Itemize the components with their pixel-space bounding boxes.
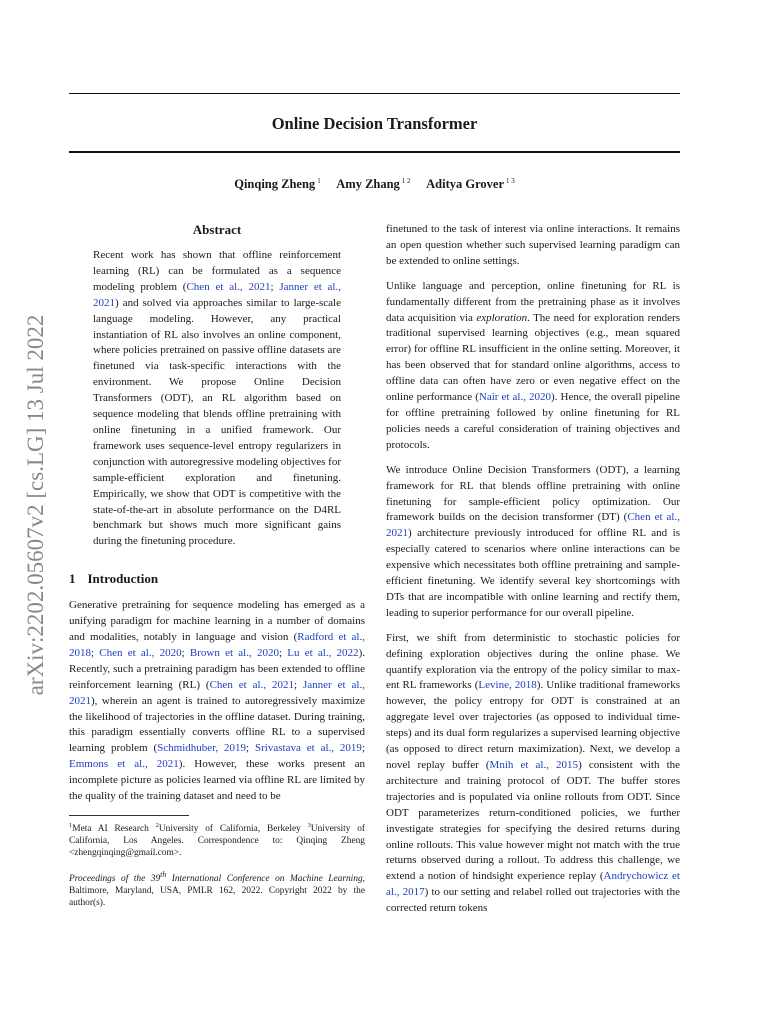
text-run: We introduce Online Decision Transformers (ODT), a learning framework for RL that blends offline pretraining with online finetuning for sample-efficient policy optimization. Our framework builds on the decision transformer (DT) ( <box>386 463 680 524</box>
citation-link[interactable]: Schmidhuber, 2019 <box>157 742 247 755</box>
text-run: ) architecture previously introduced for offline RL and is especially catered to scenarios where online interactions can be expensive which necessitates both offline pretraining and sample-efficient finetuning. We identify several key shortcomings with DTs that are incompatible with online learning and rectify them, leading to superior performance for our overall pipeline. <box>386 527 680 619</box>
author-name: Aditya Grover <box>426 177 505 191</box>
left-column <box>69 222 365 909</box>
body-paragraph <box>386 279 680 454</box>
arxiv-identifier: arXiv:2202.05607v2 [cs.LG] 13 Jul 2022 <box>23 314 48 696</box>
text-run: Unlike language and perception, online finetuning for RL is fundamentally different from the pretraining phase as it involves data acquisition via <box>386 279 680 324</box>
text-run: ). Unlike traditional frameworks however, the policy entropy for ODT is constrained at an aggregate level over trajectories (as opposed to individual time-steps) and its dual form regularizes a supervised learning objective (as opposed to direct return maximization). Next, we develop a novel replay buffer ( <box>386 679 680 771</box>
author-list <box>69 177 680 192</box>
text-run: ). Hence, the overall pipeline for offline pretraining followed by online finetuning for RL policies needs a careful consideration of training objectives and protocols. <box>386 391 681 451</box>
footnote-rule <box>69 815 189 816</box>
abstract-text <box>93 248 341 550</box>
text-run: ). However, these works present an incomplete picture as policies learned via offline RL are limited by the quality of the training dataset and need to be <box>69 758 365 803</box>
citation-link[interactable]: Janner et al., 2021 <box>93 280 341 309</box>
body-paragraph <box>386 222 680 270</box>
text-run: ; <box>278 646 288 659</box>
affiliation-entry: $^2$University of California, Berkeley <box>155 822 308 835</box>
author-affiliation: 1 2 <box>401 177 411 185</box>
citation-link[interactable]: Chen et al., 2021 <box>186 280 271 293</box>
citation-link[interactable]: Chen et al., 2021 <box>209 678 295 691</box>
citation-link[interactable]: Chen et al., 2021 <box>386 511 680 540</box>
body-paragraph <box>386 463 680 622</box>
text-run: ). Recently, such a pretraining paradigm has been extended to offline reinforcement learning (RL) ( <box>69 646 365 691</box>
arxiv-stamp <box>16 280 56 730</box>
author-affiliation: 1 3 <box>506 177 515 185</box>
abstract-heading: Abstract <box>192 222 242 237</box>
section-number: 1 <box>69 571 76 587</box>
text-run: ; <box>361 742 365 755</box>
text-run: ; <box>246 742 256 755</box>
text-run: ; <box>294 678 304 691</box>
text-run: ; <box>181 646 190 659</box>
affiliation-footnote <box>69 820 365 859</box>
affiliation-entry: $^3$University of California, Los Angeles. Correspondence to: Qinqing Zheng <zhengqinqing@gmail.com>. <box>69 822 366 859</box>
body-paragraph <box>386 631 680 917</box>
text-run: ; <box>270 280 280 293</box>
emphasis-text: exploration <box>476 311 528 324</box>
citation-link[interactable]: Emmons et al., 2021 <box>69 758 179 771</box>
text-run: . The need for exploration renders traditional supervised learning objectives (e.g., mean squared error) for offline RL insufficient in the online setting. Moreover, it has been observed that for standard online algorithms, access to offline data can often have zero or even negative effect on the online performance ( <box>386 311 680 404</box>
citation-link[interactable]: Chen et al., 2020 <box>99 646 182 659</box>
proceedings-note: Proceedings of the 39th International Conference on Machine Learning, Baltimore, Maryland, USA, PMLR 162, 2022. Copyright 2022 by the author(s). <box>69 870 365 909</box>
text-run: finetuned to the task of interest via online interactions. It remains an open question whether such supervised learning paradigm can be extended to online settings. <box>386 223 680 267</box>
affiliation-entry: $^1$Meta AI Research <box>69 822 156 835</box>
author-name: Amy Zhang <box>336 177 400 191</box>
author-name: Qinqing Zheng <box>234 177 316 191</box>
text-run: ) to our setting and relabel rolled out trajectories with the corrected return tokens <box>386 886 680 915</box>
right-column <box>386 222 680 917</box>
paper-title: Online Decision Transformer <box>271 114 478 133</box>
intro-paragraph <box>69 598 365 805</box>
citation-link[interactable]: Nair et al., 2020 <box>478 391 552 404</box>
text-run: ) and solved via approaches similar to large-scale language modeling. However, any practical instantiation of RL also involves an online component, where policies pretrained on passive offline datasets are finetuned via task-specific interactions with the environment. We propose Online Decision Transformers (ODT), an RL algorithm based on sequence modeling that blends offline pretraining with online finetuning in a unified framework. Our framework uses sequence-level entropy regularizers in conjunction with autoregressive modeling objectives for sample-efficient exploration and finetuning. Empirically, we show that ODT is competitive with the state-of-the-art in absolute performance on the D4RL benchmark but shows much more significant gains during the finetuning procedure. <box>93 296 341 548</box>
citation-link[interactable]: Andrychowicz et al., 2017 <box>386 870 680 899</box>
text-run: ; <box>91 646 100 659</box>
text-run: ) consistent with the architecture and training protocol of ODT. The buffer stores trajectories and is populated via online rollouts from ODT. Since ODT parameterizes return-conditioned policies, we further investigate strategies for specifying the desired returns during online rollouts. This value however might not match with the true returns observed during a rollout. To address this challenge, we extend a notion of hindsight experience replay ( <box>386 759 681 883</box>
text-run: Generative pretraining for sequence modeling has emerged as a unifying paradigm for machine learning in a number of domains and modalities, notably in language and vision ( <box>69 599 365 644</box>
title-rule-top <box>69 93 680 94</box>
citation-link[interactable]: Lu et al., 2022 <box>287 646 359 659</box>
citation-link[interactable]: Mnih et al., 2015 <box>489 759 579 771</box>
citation-link[interactable]: Radford et al., 2018 <box>69 631 365 659</box>
section-heading <box>69 571 365 587</box>
author-affiliation: 1 <box>317 177 321 185</box>
section-title: Introduction <box>87 571 159 587</box>
citation-link[interactable]: Levine, 2018 <box>478 679 537 692</box>
citation-link[interactable]: Janner et al., 2021 <box>69 678 365 707</box>
text-run: First, we shift from deterministic to stochastic policies for defining exploration objectives during the online phase. We quantify exploration via the entropy of the policy similar to max-ent RL frameworks ( <box>386 631 680 692</box>
citation-link[interactable]: Srivastava et al., 2019 <box>255 742 362 755</box>
citation-link[interactable]: Brown et al., 2020 <box>189 646 279 659</box>
title-rule-bottom <box>69 151 680 153</box>
text-run: Recent work has shown that offline reinforcement learning (RL) can be formulated as a sequence modeling problem ( <box>93 249 341 293</box>
text-run: ), wherein an agent is trained to autoregressively maximize the likelihood of trajectories in the offline dataset. During training, this paradigm essentially converts offline RL to a supervised learning problem ( <box>69 694 365 755</box>
